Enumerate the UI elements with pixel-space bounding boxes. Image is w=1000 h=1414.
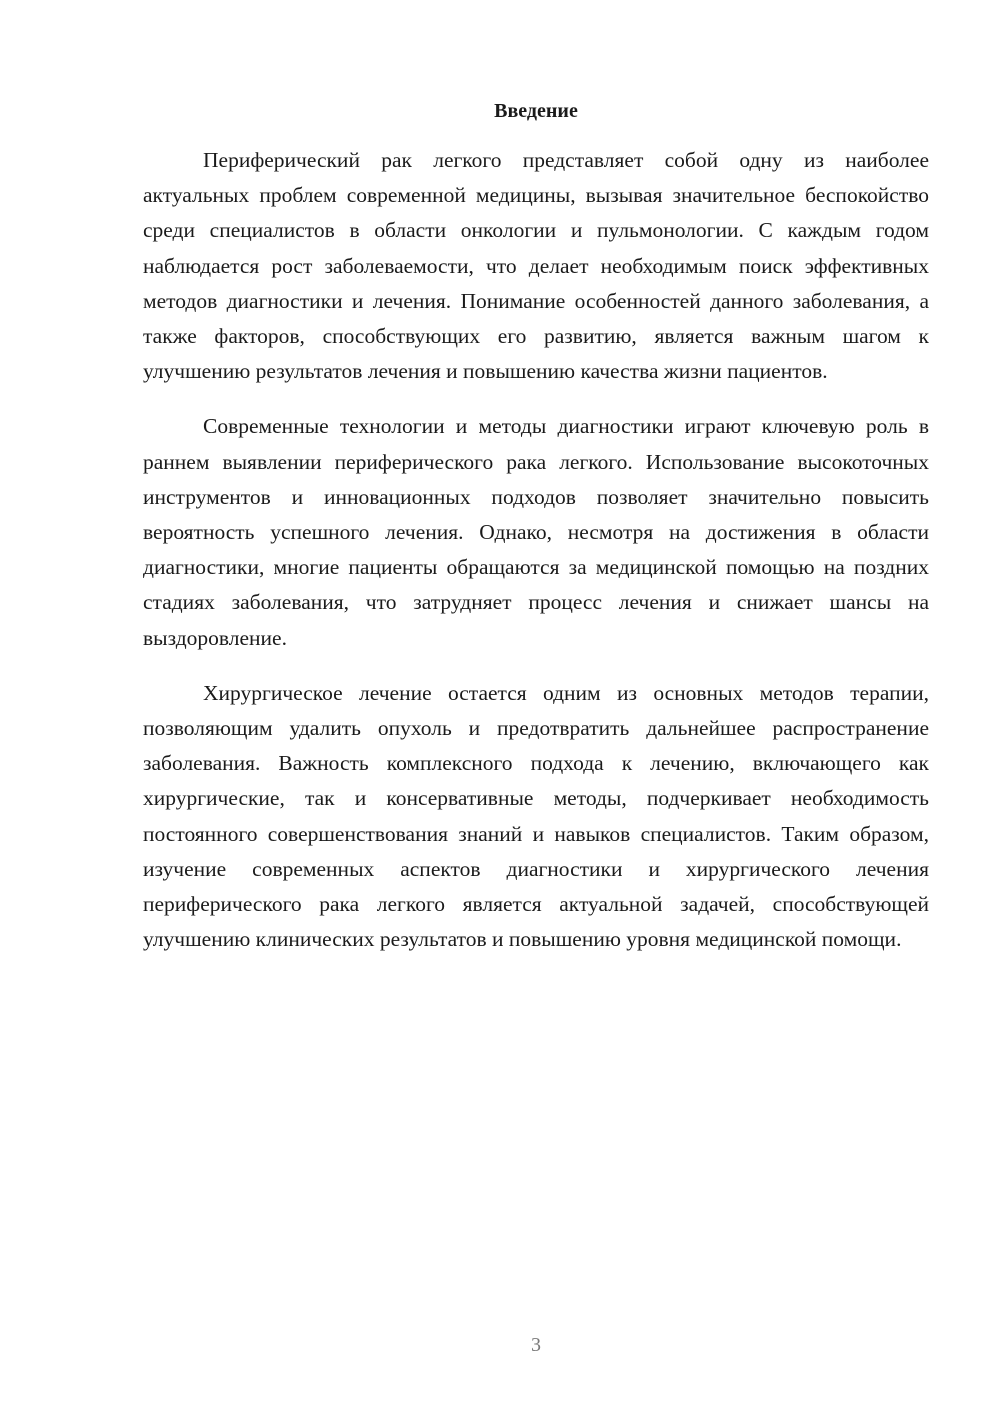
section-title: Введение — [494, 100, 578, 122]
page-number: 3 — [531, 1334, 541, 1356]
paragraph-3: Хирургическое лечение остается одним из основных методов терапии, позволяющим удалить опухоль и предотвратить дальнейшее распространение заболевания. Важность комплексного подхода к лечению, включающего как хирургические, так и консервативные методы, подчеркивает необходимость постоянного совершенствования знаний и навыков специалистов. Таким образом, изучение современных аспектов диагностики и хирургического лечения периферического рака легкого является актуальной задачей, способствующей улучшению клинических результатов и повышению уровня медицинской помощи. — [143, 680, 929, 952]
paragraph-1: Периферический рак легкого представляет собой одну из наиболее актуальных проблем современной медицины, вызывая значительное беспокойство среди специалистов в области онкологии и пульмонологии. С каждым годом наблюдается рост заболеваемости, что делает необходимым поиск эффективных методов диагностики и лечения. Понимание особенностей данного заболевания, а также факторов, способствующих его развитию, является важным шагом к улучшению результатов лечения и повышению качества жизни пациентов. — [143, 148, 929, 384]
paragraph-2: Современные технологии и методы диагностики играют ключевую роль в раннем выявлении периферического рака легкого. Использование высокоточных инструментов и инновационных подходов позволяет значительно повысить вероятность успешного лечения. Однако, несмотря на достижения в области диагностики, многие пациенты обращаются за медицинской помощью на поздних стадиях заболевания, что затрудняет процесс лечения и снижает шансы на выздоровление. — [143, 414, 929, 650]
body-text — [143, 143, 929, 977]
